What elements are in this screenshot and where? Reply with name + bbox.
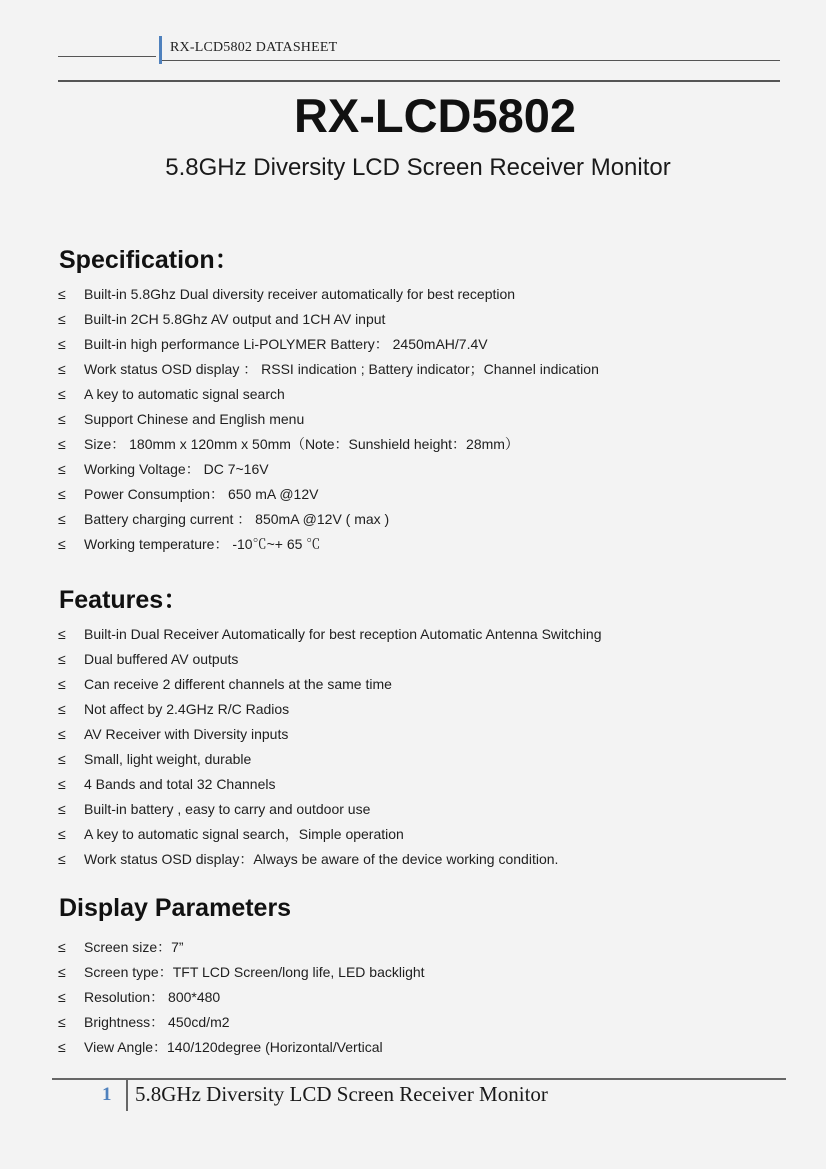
bullet-symbol: ≤ xyxy=(58,776,66,792)
bullet-symbol: ≤ xyxy=(58,651,66,667)
list-item-text: Work status OSD display ： RSSI indication ; Battery indicator；Channel indication xyxy=(84,361,599,377)
list-item-text: Working Voltage： DC 7~16V xyxy=(84,461,269,477)
list-item-text: Screen type：TFT LCD Screen/long life, LED backlight xyxy=(84,964,425,980)
list-item-text: Can receive 2 different channels at the same time xyxy=(84,676,392,692)
footer-text: 5.8GHz Diversity LCD Screen Receiver Monitor xyxy=(135,1082,548,1106)
features-heading: Features： xyxy=(59,586,189,614)
list-item-text: Built-in Dual Receiver Automatically for best reception Automatic Antenna Switching xyxy=(84,626,602,642)
bullet-symbol: ≤ xyxy=(58,336,66,352)
list-item-text: Size： 180mm x 120mm x 50mm（Note：Sunshield height：28mm） xyxy=(84,436,519,452)
bullet-symbol: ≤ xyxy=(58,626,66,642)
bullet-symbol: ≤ xyxy=(58,826,66,842)
bullet-symbol: ≤ xyxy=(58,1014,66,1030)
footer-divider xyxy=(52,1078,786,1080)
bullet-symbol: ≤ xyxy=(58,1039,66,1055)
list-item-text: AV Receiver with Diversity inputs xyxy=(84,726,289,742)
list-item-text: 4 Bands and total 32 Channels xyxy=(84,776,276,792)
bullet-symbol: ≤ xyxy=(58,311,66,327)
bullet-symbol: ≤ xyxy=(58,851,66,867)
list-item-text: Built-in 5.8Ghz Dual diversity receiver automatically for best reception xyxy=(84,286,516,302)
list-item-text: Not affect by 2.4GHz R/C Radios xyxy=(84,701,290,717)
specification-heading: Specification： xyxy=(59,246,240,274)
header-label: RX-LCD5802 DATASHEET xyxy=(170,40,338,55)
header-rule-right xyxy=(162,60,780,61)
bullet-symbol: ≤ xyxy=(58,286,66,302)
bullet-symbol: ≤ xyxy=(58,726,66,742)
display-parameters-heading: Display Parameters xyxy=(59,894,292,922)
header-rule-left xyxy=(58,56,156,57)
bullet-symbol: ≤ xyxy=(58,964,66,980)
list-item-text: Power Consumption： 650 mA @12V xyxy=(84,486,319,502)
list-item-text: Dual buffered AV outputs xyxy=(84,651,239,667)
bullet-symbol: ≤ xyxy=(58,461,66,477)
bullet-symbol: ≤ xyxy=(58,989,66,1005)
list-item-text: Built-in high performance Li-POLYMER Battery： 2450mAH/7.4V xyxy=(84,336,488,352)
header-divider xyxy=(58,80,780,82)
list-item-text: Working temperature： -10℃~+ 65 ℃ xyxy=(84,536,321,552)
bullet-symbol: ≤ xyxy=(58,386,66,402)
list-item-text: Work status OSD display：Always be aware of the device working condition. xyxy=(84,851,559,867)
list-item-text: Built-in 2CH 5.8Ghz AV output and 1CH AV input xyxy=(84,311,386,327)
page-number: 1 xyxy=(102,1084,112,1105)
bullet-symbol: ≤ xyxy=(58,411,66,427)
list-item-text: Screen size：7” xyxy=(84,939,184,955)
list-item-text: Resolution： 800*480 xyxy=(84,989,221,1005)
bullet-symbol: ≤ xyxy=(58,701,66,717)
bullet-symbol: ≤ xyxy=(58,486,66,502)
document-subtitle: 5.8GHz Diversity LCD Screen Receiver Monitor xyxy=(165,154,671,181)
list-item-text: A key to automatic signal search xyxy=(84,386,285,402)
list-item-text: Battery charging current ： 850mA @12V ( max ) xyxy=(84,511,390,527)
bullet-symbol: ≤ xyxy=(58,751,66,767)
document-title: RX-LCD5802 xyxy=(293,89,577,142)
bullet-symbol: ≤ xyxy=(58,511,66,527)
bullet-symbol: ≤ xyxy=(58,361,66,377)
list-item-text: Built-in battery , easy to carry and outdoor use xyxy=(84,801,371,817)
list-item-text: Brightness： 450cd/m2 xyxy=(84,1014,230,1030)
list-item-text: Support Chinese and English menu xyxy=(84,411,305,427)
bullet-symbol: ≤ xyxy=(58,676,66,692)
list-item-text: View Angle：140/120degree (Horizontal/Vertical xyxy=(84,1039,383,1055)
footer-separator xyxy=(126,1079,128,1111)
bullet-symbol: ≤ xyxy=(58,536,66,552)
bullet-symbol: ≤ xyxy=(58,939,66,955)
bullet-symbol: ≤ xyxy=(58,801,66,817)
list-item-text: Small, light weight, durable xyxy=(84,751,252,767)
bullet-symbol: ≤ xyxy=(58,436,66,452)
list-item-text: A key to automatic signal search，Simple operation xyxy=(84,826,404,842)
